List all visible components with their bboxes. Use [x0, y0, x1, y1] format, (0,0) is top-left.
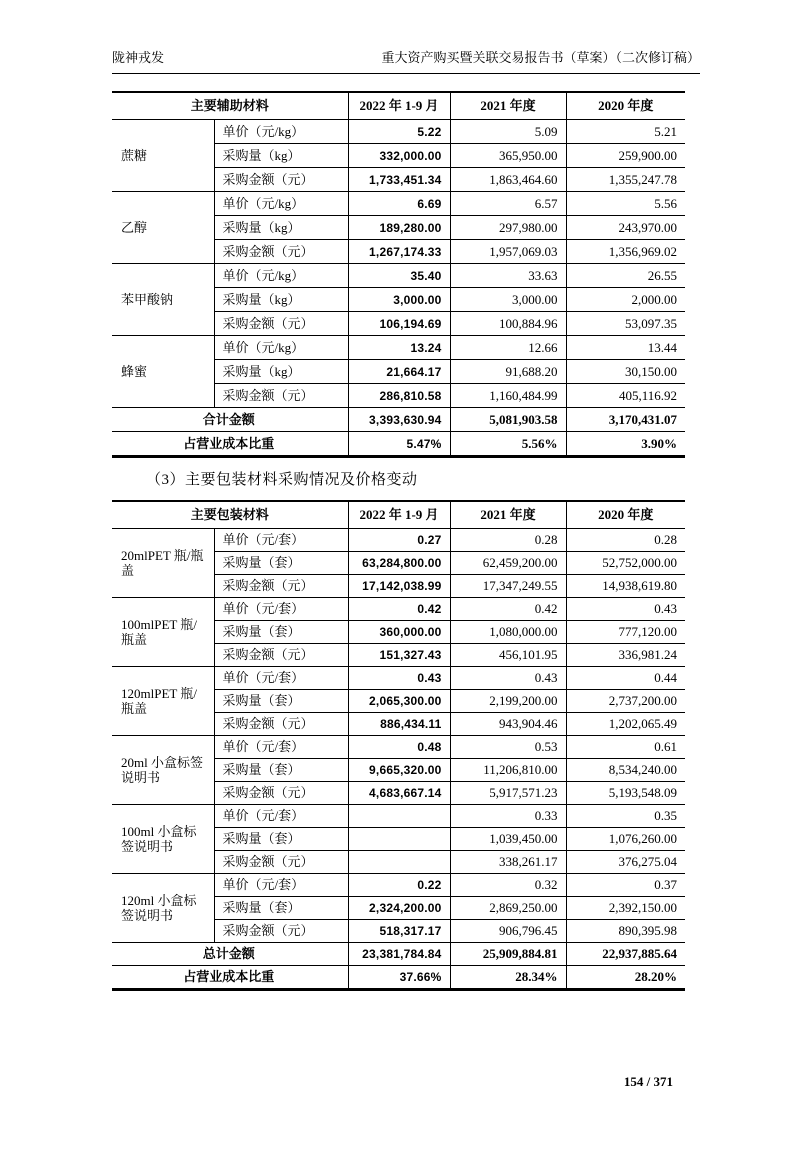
value-cell-2022: 360,000.00	[348, 621, 450, 644]
value-cell-2022: 286,810.58	[348, 384, 450, 408]
value-cell-2020: 336,981.24	[566, 644, 685, 667]
value-cell-2022: 106,194.69	[348, 312, 450, 336]
value-cell-2020: 5,193,548.09	[566, 782, 685, 805]
metric-label-cell: 单价（元/kg）	[214, 120, 348, 144]
value-cell-2022: 35.40	[348, 264, 450, 288]
value-cell-2021: 1,039,450.00	[450, 828, 566, 851]
section-heading: （3）主要包装材料采购情况及价格变动	[146, 472, 418, 488]
value-cell-2020: 2,000.00	[566, 288, 685, 312]
header-cell-2021: 2021 年度	[450, 92, 566, 120]
table-row	[112, 264, 685, 288]
metric-label-cell: 采购量（kg）	[214, 360, 348, 384]
value-cell-2022: 9,665,320.00	[348, 759, 450, 782]
value-cell-2021: 6.57	[450, 192, 566, 216]
ratio-value-2021: 5.56%	[450, 432, 566, 457]
cost-ratio-row	[112, 966, 685, 990]
header-cell-2021: 2021 年度	[450, 501, 566, 529]
value-cell-2021: 5,917,571.23	[450, 782, 566, 805]
total-label-cell: 总计金额	[112, 943, 348, 966]
value-cell-2022: 63,284,800.00	[348, 552, 450, 575]
total-value-2022: 23,381,784.84	[348, 943, 450, 966]
value-cell-2021: 12.66	[450, 336, 566, 360]
total-value-2021: 25,909,884.81	[450, 943, 566, 966]
header-cell-2020: 2020 年度	[566, 501, 685, 529]
value-cell-2021: 338,261.17	[450, 851, 566, 874]
metric-label-cell: 单价（元/套）	[214, 598, 348, 621]
header-report-title: 重大资产购买暨关联交易报告书（草案）（二次修订稿）	[381, 50, 700, 65]
value-cell-2021: 62,459,200.00	[450, 552, 566, 575]
metric-label-cell: 单价（元/套）	[214, 874, 348, 897]
ratio-label-cell: 占营业成本比重	[112, 432, 348, 457]
material-cell: 蜂蜜	[112, 336, 214, 408]
value-cell-2020: 1,202,065.49	[566, 713, 685, 736]
value-cell-2022: 151,327.43	[348, 644, 450, 667]
value-cell-2022: 1,267,174.33	[348, 240, 450, 264]
value-cell-2020: 5.21	[566, 120, 685, 144]
value-cell-2022: 6.69	[348, 192, 450, 216]
metric-label-cell: 采购量（套）	[214, 621, 348, 644]
value-cell-2022: 886,434.11	[348, 713, 450, 736]
table-row	[112, 667, 685, 690]
material-cell: 100ml 小盒标签说明书	[112, 805, 214, 874]
value-cell-2022: 17,142,038.99	[348, 575, 450, 598]
material-cell: 乙醇	[112, 192, 214, 264]
metric-label-cell: 单价（元/kg）	[214, 264, 348, 288]
table-row	[112, 120, 685, 144]
ratio-value-2020: 28.20%	[566, 966, 685, 990]
value-cell-2020: 243,970.00	[566, 216, 685, 240]
value-cell-2022: 0.42	[348, 598, 450, 621]
packaging-materials-table	[112, 500, 685, 991]
ratio-value-2022: 5.47%	[348, 432, 450, 457]
value-cell-2021: 297,980.00	[450, 216, 566, 240]
value-cell-2020: 2,737,200.00	[566, 690, 685, 713]
value-cell-2022	[348, 805, 450, 828]
total-row	[112, 408, 685, 432]
value-cell-2022: 2,065,300.00	[348, 690, 450, 713]
metric-label-cell: 单价（元/套）	[214, 667, 348, 690]
metric-label-cell: 单价（元/套）	[214, 529, 348, 552]
value-cell-2020: 13.44	[566, 336, 685, 360]
value-cell-2022: 332,000.00	[348, 144, 450, 168]
value-cell-2022: 21,664.17	[348, 360, 450, 384]
value-cell-2022: 3,000.00	[348, 288, 450, 312]
metric-label-cell: 采购金额（元）	[214, 575, 348, 598]
total-value-2020: 3,170,431.07	[566, 408, 685, 432]
value-cell-2021: 1,863,464.60	[450, 168, 566, 192]
value-cell-2020: 52,752,000.00	[566, 552, 685, 575]
value-cell-2020: 259,900.00	[566, 144, 685, 168]
metric-label-cell: 采购金额（元）	[214, 644, 348, 667]
value-cell-2020: 14,938,619.80	[566, 575, 685, 598]
value-cell-2020: 8,534,240.00	[566, 759, 685, 782]
page-number: 154 / 371	[623, 1074, 673, 1089]
total-value-2021: 5,081,903.58	[450, 408, 566, 432]
value-cell-2021: 2,869,250.00	[450, 897, 566, 920]
table-row	[112, 805, 685, 828]
metric-label-cell: 单价（元/kg）	[214, 192, 348, 216]
ratio-value-2020: 3.90%	[566, 432, 685, 457]
metric-label-cell: 采购金额（元）	[214, 312, 348, 336]
header-cell-2020: 2020 年度	[566, 92, 685, 120]
value-cell-2021: 0.32	[450, 874, 566, 897]
total-value-2020: 22,937,885.64	[566, 943, 685, 966]
value-cell-2022: 518,317.17	[348, 920, 450, 943]
table-row	[112, 874, 685, 897]
value-cell-2022: 189,280.00	[348, 216, 450, 240]
header-company-name: 陇神戎发	[112, 50, 165, 65]
ratio-value-2022: 37.66%	[348, 966, 450, 990]
metric-label-cell: 采购金额（元）	[214, 384, 348, 408]
value-cell-2020: 376,275.04	[566, 851, 685, 874]
metric-label-cell: 采购量（kg）	[214, 216, 348, 240]
value-cell-2022	[348, 851, 450, 874]
metric-label-cell: 采购量（套）	[214, 897, 348, 920]
value-cell-2021: 1,080,000.00	[450, 621, 566, 644]
value-cell-2020: 1,355,247.78	[566, 168, 685, 192]
value-cell-2020: 0.37	[566, 874, 685, 897]
value-cell-2020: 777,120.00	[566, 621, 685, 644]
metric-label-cell: 采购量（套）	[214, 690, 348, 713]
value-cell-2022: 0.22	[348, 874, 450, 897]
metric-label-cell: 采购金额（元）	[214, 713, 348, 736]
value-cell-2022: 13.24	[348, 336, 450, 360]
value-cell-2022: 1,733,451.34	[348, 168, 450, 192]
value-cell-2020: 1,076,260.00	[566, 828, 685, 851]
value-cell-2021: 943,904.46	[450, 713, 566, 736]
material-cell: 100mlPET 瓶/瓶盖	[112, 598, 214, 667]
header-cell-2022: 2022 年 1-9 月	[348, 501, 450, 529]
value-cell-2020: 30,150.00	[566, 360, 685, 384]
metric-label-cell: 采购金额（元）	[214, 920, 348, 943]
material-cell: 苯甲酸钠	[112, 264, 214, 336]
metric-label-cell: 单价（元/kg）	[214, 336, 348, 360]
metric-label-cell: 单价（元/套）	[214, 736, 348, 759]
value-cell-2021: 456,101.95	[450, 644, 566, 667]
value-cell-2020: 890,395.98	[566, 920, 685, 943]
value-cell-2022: 0.48	[348, 736, 450, 759]
material-cell: 20mlPET 瓶/瓶盖	[112, 529, 214, 598]
value-cell-2021: 1,160,484.99	[450, 384, 566, 408]
value-cell-2020: 26.55	[566, 264, 685, 288]
auxiliary-materials-table	[112, 91, 685, 458]
value-cell-2022: 4,683,667.14	[348, 782, 450, 805]
cost-ratio-row	[112, 432, 685, 457]
value-cell-2021: 33.63	[450, 264, 566, 288]
value-cell-2022: 0.27	[348, 529, 450, 552]
table-header-row	[112, 92, 685, 120]
value-cell-2021: 17,347,249.55	[450, 575, 566, 598]
value-cell-2022: 0.43	[348, 667, 450, 690]
value-cell-2021: 365,950.00	[450, 144, 566, 168]
table-row	[112, 336, 685, 360]
material-cell: 蔗糖	[112, 120, 214, 192]
value-cell-2020: 405,116.92	[566, 384, 685, 408]
metric-label-cell: 采购量（套）	[214, 828, 348, 851]
value-cell-2021: 0.28	[450, 529, 566, 552]
table-row	[112, 598, 685, 621]
header-cell-2022: 2022 年 1-9 月	[348, 92, 450, 120]
material-cell: 20ml 小盒标签说明书	[112, 736, 214, 805]
header-cell-material: 主要包装材料	[112, 501, 348, 529]
value-cell-2020: 53,097.35	[566, 312, 685, 336]
total-row	[112, 943, 685, 966]
value-cell-2022: 2,324,200.00	[348, 897, 450, 920]
value-cell-2021: 0.42	[450, 598, 566, 621]
value-cell-2021: 0.53	[450, 736, 566, 759]
value-cell-2021: 11,206,810.00	[450, 759, 566, 782]
value-cell-2021: 0.33	[450, 805, 566, 828]
table-header-row	[112, 501, 685, 529]
total-label-cell: 合计金额	[112, 408, 348, 432]
value-cell-2020: 0.44	[566, 667, 685, 690]
value-cell-2021: 3,000.00	[450, 288, 566, 312]
value-cell-2021: 906,796.45	[450, 920, 566, 943]
metric-label-cell: 采购量（kg）	[214, 288, 348, 312]
metric-label-cell: 采购量（套）	[214, 552, 348, 575]
value-cell-2021: 2,199,200.00	[450, 690, 566, 713]
value-cell-2021: 1,957,069.03	[450, 240, 566, 264]
value-cell-2020: 0.28	[566, 529, 685, 552]
value-cell-2020: 0.61	[566, 736, 685, 759]
table-row	[112, 192, 685, 216]
metric-label-cell: 采购量（kg）	[214, 144, 348, 168]
metric-label-cell: 采购金额（元）	[214, 851, 348, 874]
material-cell: 120mlPET 瓶/瓶盖	[112, 667, 214, 736]
value-cell-2020: 5.56	[566, 192, 685, 216]
value-cell-2022	[348, 828, 450, 851]
table-row	[112, 529, 685, 552]
metric-label-cell: 采购金额（元）	[214, 782, 348, 805]
ratio-label-cell: 占营业成本比重	[112, 966, 348, 990]
table-row	[112, 736, 685, 759]
value-cell-2021: 91,688.20	[450, 360, 566, 384]
value-cell-2022: 5.22	[348, 120, 450, 144]
total-value-2022: 3,393,630.94	[348, 408, 450, 432]
value-cell-2020: 1,356,969.02	[566, 240, 685, 264]
ratio-value-2021: 28.34%	[450, 966, 566, 990]
page-header	[112, 50, 700, 74]
value-cell-2020: 2,392,150.00	[566, 897, 685, 920]
value-cell-2020: 0.43	[566, 598, 685, 621]
value-cell-2021: 0.43	[450, 667, 566, 690]
value-cell-2021: 5.09	[450, 120, 566, 144]
metric-label-cell: 采购量（套）	[214, 759, 348, 782]
header-cell-material: 主要辅助材料	[112, 92, 348, 120]
metric-label-cell: 采购金额（元）	[214, 168, 348, 192]
value-cell-2021: 100,884.96	[450, 312, 566, 336]
metric-label-cell: 单价（元/套）	[214, 805, 348, 828]
value-cell-2020: 0.35	[566, 805, 685, 828]
material-cell: 120ml 小盒标签说明书	[112, 874, 214, 943]
metric-label-cell: 采购金额（元）	[214, 240, 348, 264]
